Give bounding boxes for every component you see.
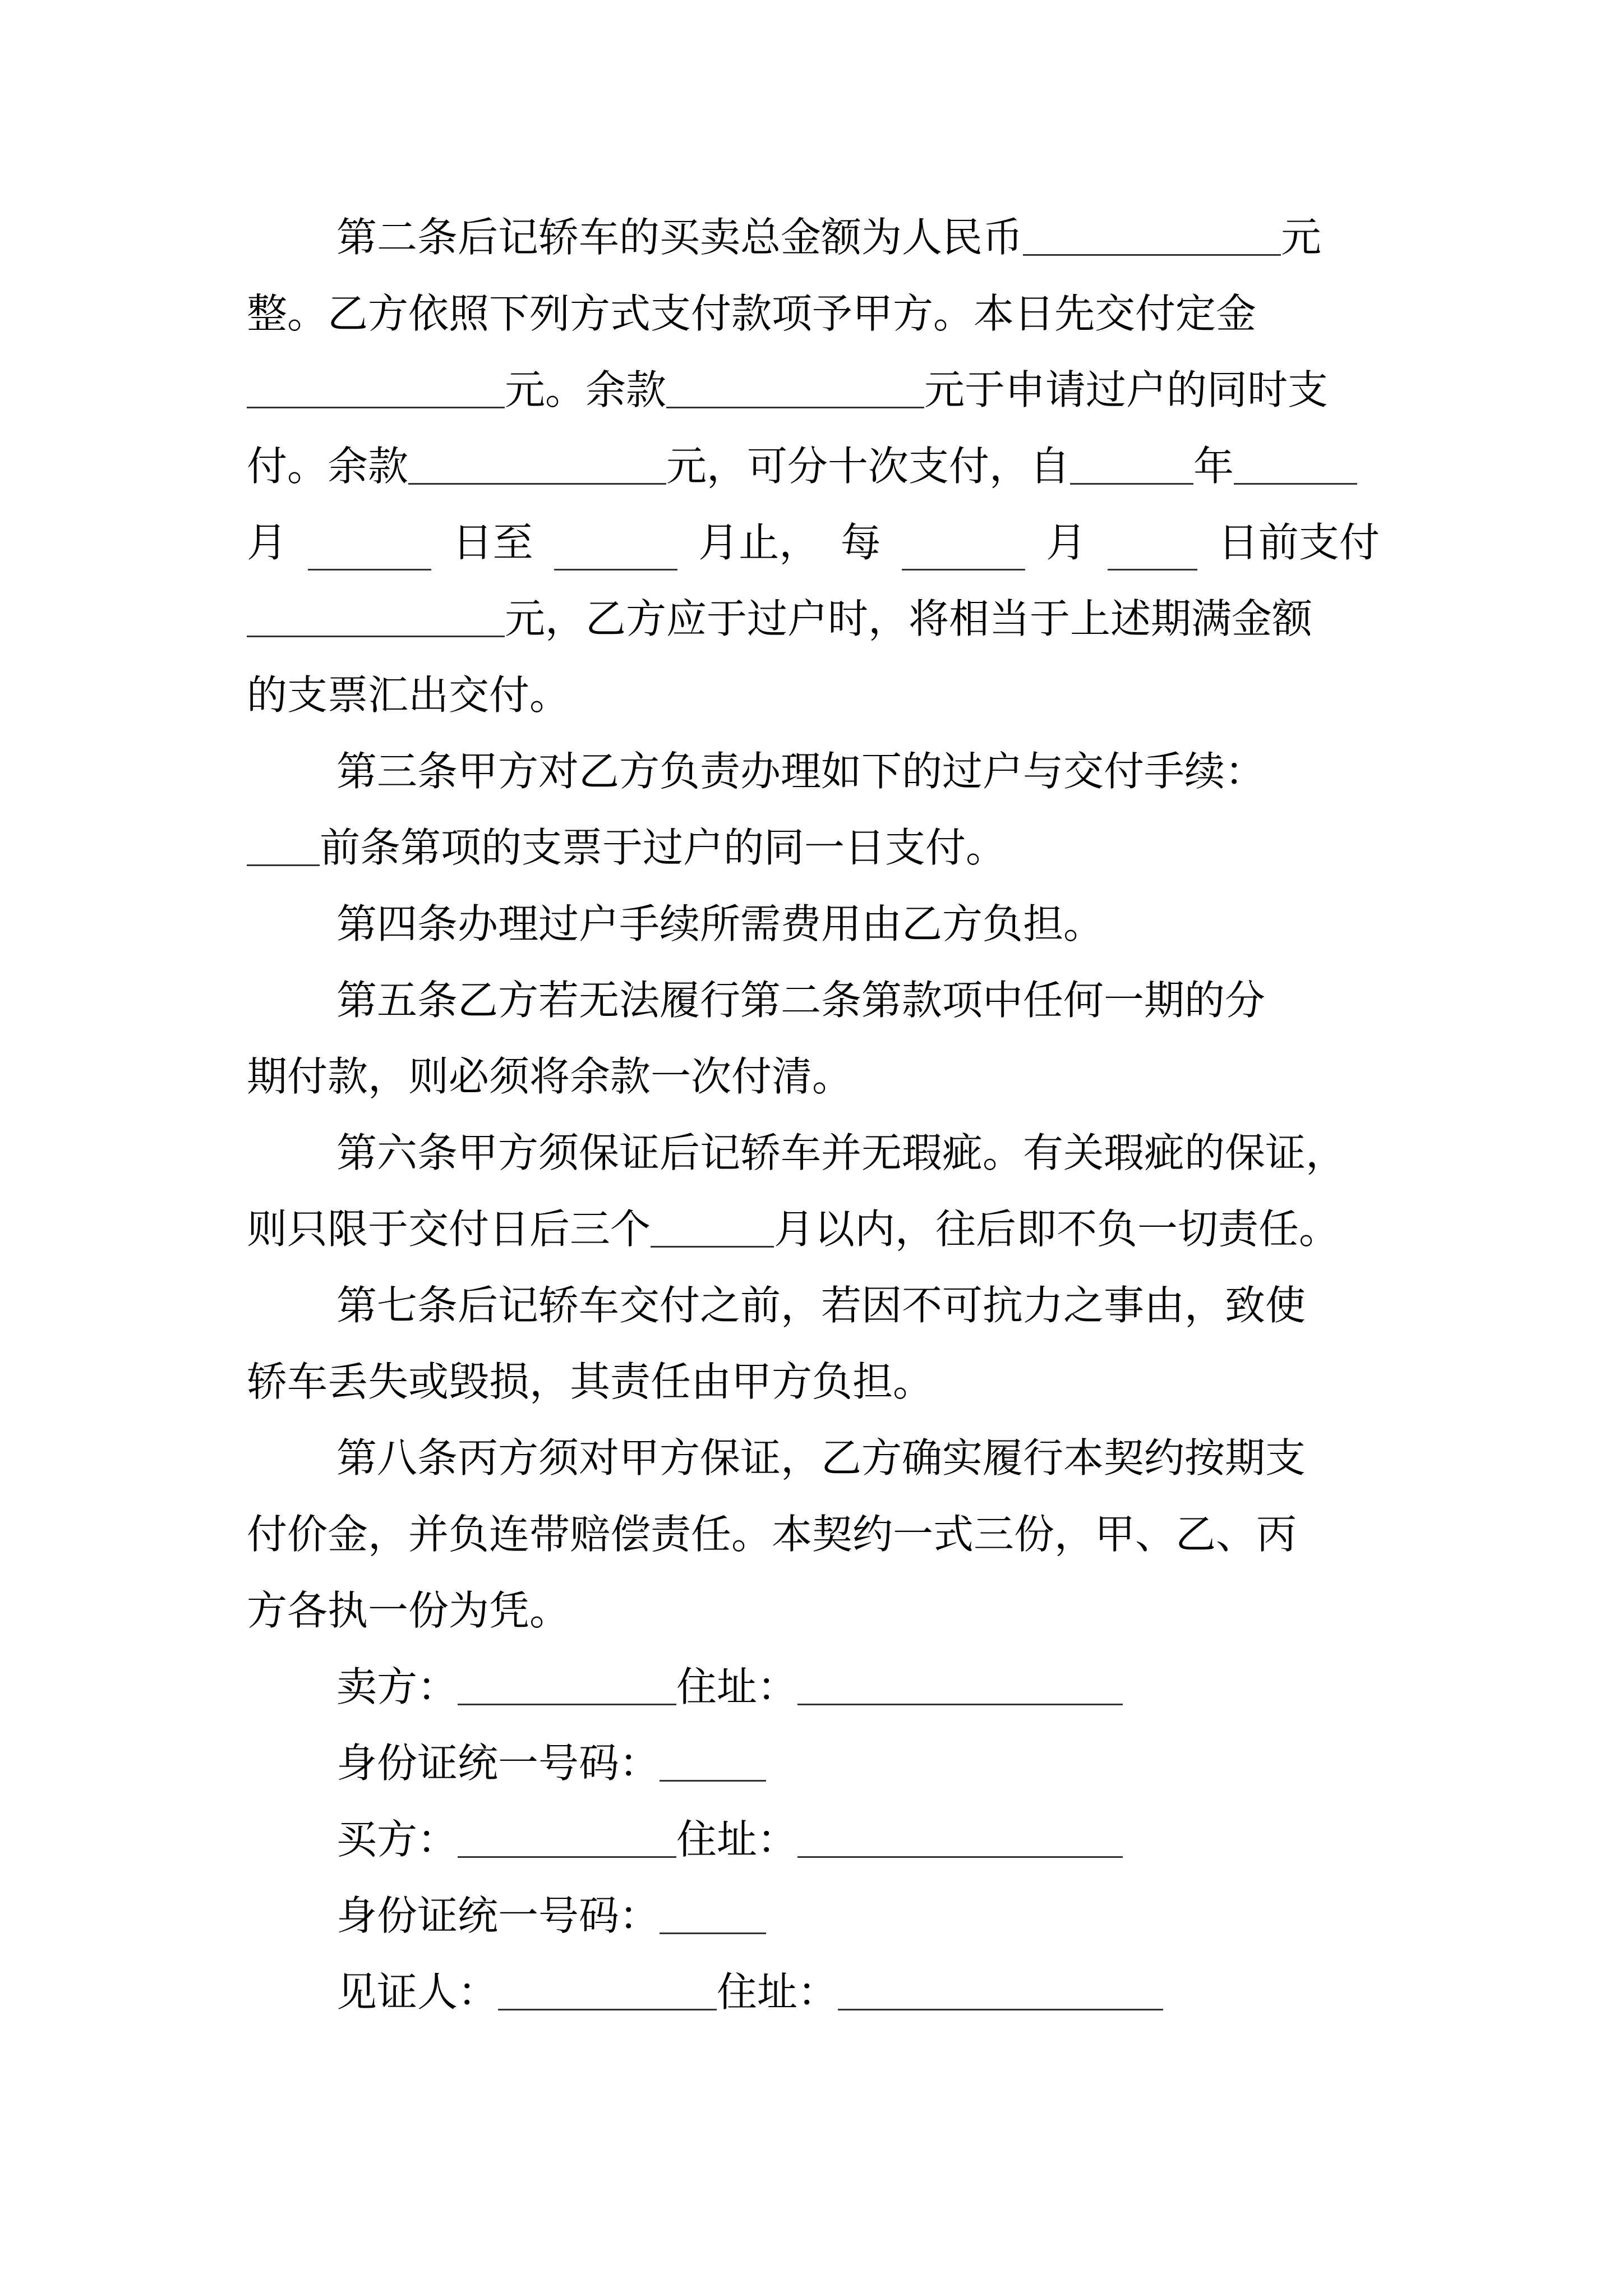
buyer-line <box>247 1801 1380 1878</box>
text: 第五条乙方若无法履行第二条第款项中任何一期的分 <box>336 977 1266 1024</box>
seller-id-label: 身份证统一号码： <box>336 1740 660 1787</box>
text: 元 <box>1281 214 1322 261</box>
article-2-line-2 <box>247 275 1380 352</box>
seller-address-field[interactable] <box>797 1650 1123 1705</box>
blank-start-month[interactable] <box>1234 429 1357 485</box>
text: 月 <box>1046 519 1087 566</box>
seller-name-field[interactable] <box>458 1650 676 1705</box>
text: 期付款，则必须将余款一次付清。 <box>247 1053 853 1100</box>
seller-id-field[interactable] <box>660 1726 766 1782</box>
seller-address-label: 住址： <box>676 1663 798 1710</box>
buyer-id-line <box>247 1878 1380 1954</box>
witness-address-label: 住址： <box>717 1968 838 2016</box>
text: 元，乙方应于过户时，将相当于上述期满金额 <box>505 595 1313 642</box>
text: 的支票汇出交付。 <box>247 671 570 719</box>
blank-article-3[interactable] <box>247 811 320 866</box>
article-8-line-3 <box>247 1572 1380 1649</box>
buyer-id-label: 身份证统一号码： <box>336 1892 660 1939</box>
text: 日前支付 <box>1218 519 1380 566</box>
blank-deposit[interactable] <box>247 353 505 408</box>
witness-line <box>247 1954 1380 2030</box>
text: 元。余款 <box>505 366 667 413</box>
article-8-line-1 <box>247 1420 1380 1496</box>
text: 第七条后记轿车交付之前，若因不可抗力之事由，致使 <box>336 1282 1306 1329</box>
article-3-line-2 <box>247 809 1380 886</box>
blank-warranty-months[interactable] <box>651 1192 774 1248</box>
article-2-line-4 <box>247 428 1380 504</box>
article-5-line-2 <box>247 1038 1380 1115</box>
witness-name-field[interactable] <box>498 1955 717 2010</box>
text: 第四条办理过户手续所需费用由乙方负担。 <box>336 900 1104 947</box>
contract-body <box>247 199 1380 2030</box>
article-5-line-1 <box>247 962 1380 1038</box>
blank-balance-1[interactable] <box>666 353 924 408</box>
text: 付价金，并负连带赔偿责任。本契约一式三份，甲、乙、丙 <box>247 1511 1297 1558</box>
text: 每 <box>840 519 881 566</box>
text: 前条第项的支票于过户的同一日支付。 <box>320 824 1007 871</box>
text: 轿车丢失或毁损，其责任由甲方负担。 <box>247 1358 934 1405</box>
article-2-line-1 <box>247 199 1380 275</box>
buyer-address-field[interactable] <box>797 1802 1123 1858</box>
buyer-name-field[interactable] <box>458 1802 676 1858</box>
text: 第三条甲方对乙方负责办理如下的过户与交付手续： <box>336 748 1266 795</box>
blank-balance-2[interactable] <box>408 429 666 485</box>
text: 第二条后记轿车的买卖总金额为人民币 <box>336 214 1023 261</box>
seller-id-line <box>247 1725 1380 1801</box>
buyer-address-label: 住址： <box>676 1816 798 1863</box>
article-6-line-2 <box>247 1191 1380 1267</box>
text: 月止， <box>698 519 820 566</box>
text: 方各执一份为凭。 <box>247 1587 570 1634</box>
text: 元，可分十次支付，自 <box>666 443 1071 490</box>
blank-pay-day[interactable] <box>1108 515 1197 570</box>
article-2-line-7 <box>247 657 1380 733</box>
witness-label: 见证人： <box>336 1968 499 2016</box>
article-2-line-3 <box>247 352 1380 428</box>
text: 年 <box>1193 443 1234 490</box>
text: 付。余款 <box>247 443 409 490</box>
blank-installment-amount[interactable] <box>247 582 505 637</box>
blank-total-amount[interactable] <box>1023 200 1281 256</box>
article-7-line-2 <box>247 1343 1380 1420</box>
blank-start-day[interactable] <box>308 515 431 570</box>
buyer-label: 买方： <box>336 1816 458 1863</box>
blank-end-month[interactable] <box>554 515 677 570</box>
text: 月以内，往后即不负一切责任。 <box>774 1205 1340 1253</box>
text: 月 <box>247 519 288 566</box>
article-3-line-1 <box>247 733 1380 809</box>
buyer-id-field[interactable] <box>660 1879 766 1934</box>
article-8-line-2 <box>247 1496 1380 1572</box>
seller-label: 卖方： <box>336 1663 458 1710</box>
article-7-line-1 <box>247 1267 1380 1343</box>
witness-address-field[interactable] <box>838 1955 1163 2010</box>
seller-line <box>247 1649 1380 1725</box>
blank-start-year[interactable] <box>1070 429 1193 485</box>
article-6-line-1 <box>247 1115 1380 1191</box>
text: 则只限于交付日后三个 <box>247 1205 651 1253</box>
blank-every-month[interactable] <box>902 515 1025 570</box>
text: 第六条甲方须保证后记轿车并无瑕疵。有关瑕疵的保证， <box>336 1129 1347 1176</box>
text: 日至 <box>452 519 533 566</box>
text: 整。乙方依照下列方式支付款项予甲方。本日先交付定金 <box>247 290 1257 337</box>
text: 第八条丙方须对甲方保证，乙方确实履行本契约按期支 <box>336 1434 1306 1481</box>
article-2-line-5 <box>247 504 1380 581</box>
text: 元于申请过户的同时支 <box>924 366 1329 413</box>
article-4-line-1 <box>247 886 1380 962</box>
article-2-line-6 <box>247 581 1380 657</box>
